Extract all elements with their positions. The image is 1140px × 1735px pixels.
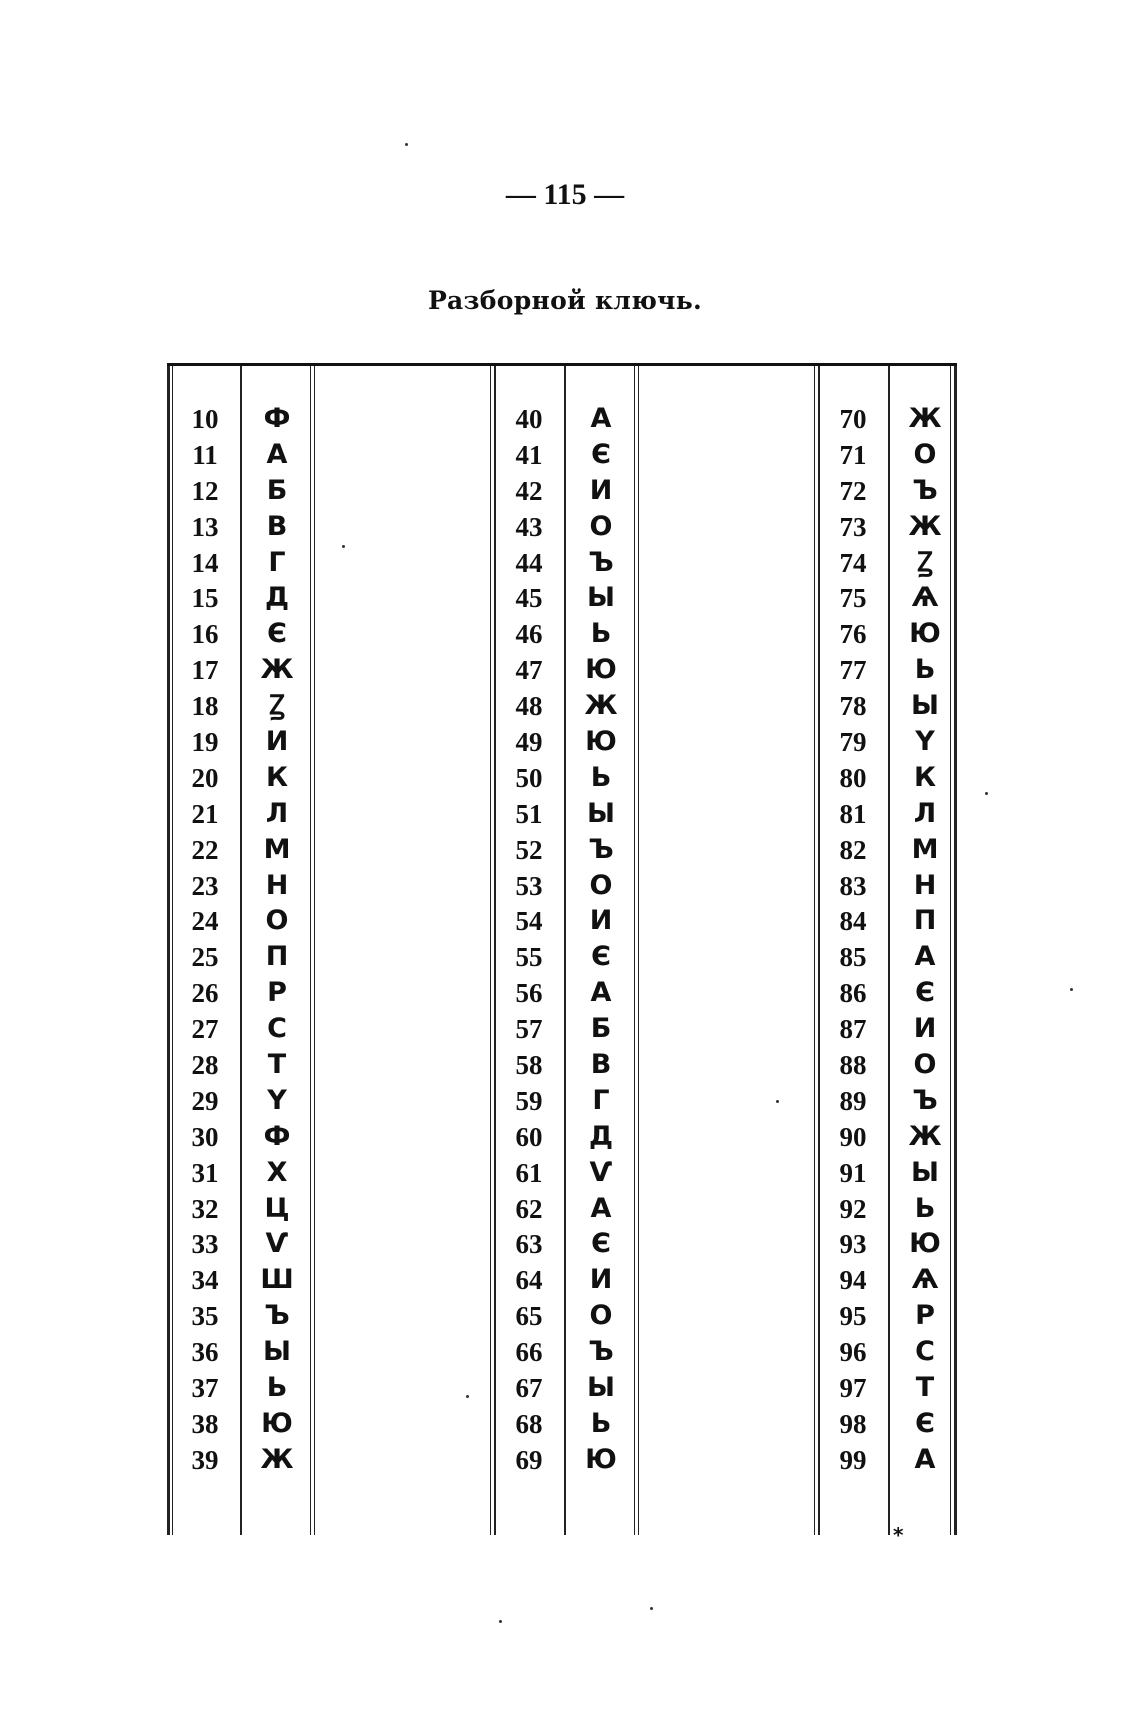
- key-number: 18: [191, 691, 219, 722]
- key-letter: Ю: [585, 654, 617, 686]
- key-number: 31: [191, 1157, 219, 1188]
- key-letter: А: [590, 977, 612, 1009]
- key-letter: О: [589, 869, 613, 901]
- key-letter: Ѵ: [589, 1156, 613, 1188]
- key-letter: Ъ: [912, 1084, 938, 1116]
- key-letter: Є: [591, 941, 611, 973]
- key-letter: Ү: [915, 726, 935, 758]
- key-number: 83: [839, 870, 867, 901]
- key-number: 57: [515, 1014, 543, 1045]
- key-letter: Ю: [261, 1407, 293, 1439]
- key-number: 63: [515, 1229, 543, 1260]
- key-letter: О: [913, 1049, 937, 1081]
- key-number: 45: [515, 583, 543, 614]
- key-letter: Є: [915, 977, 935, 1009]
- key-letter: Ф: [263, 403, 291, 434]
- footnote-asterisk: *: [893, 1523, 904, 1547]
- key-letter: Ш: [260, 1264, 294, 1296]
- key-letter: Ъ: [588, 546, 614, 578]
- key-letter: Т: [915, 1372, 935, 1404]
- key-letter: М: [911, 833, 939, 865]
- key-letter: Ж: [908, 1120, 942, 1152]
- key-number: 55: [515, 942, 543, 973]
- key-number: 37: [191, 1373, 219, 1404]
- key-number: 72: [839, 475, 867, 506]
- key-letter: И: [589, 905, 613, 937]
- key-letter: Д: [264, 582, 290, 614]
- key-number: 17: [191, 655, 219, 686]
- key-number: 73: [839, 511, 867, 542]
- key-letter: К: [913, 761, 937, 793]
- key-number: 19: [191, 727, 219, 758]
- key-letter: А: [914, 1443, 936, 1475]
- key-number: 40: [515, 404, 543, 434]
- column-divider: [490, 366, 491, 1535]
- key-number: 59: [515, 1085, 543, 1116]
- key-number: 76: [839, 619, 867, 650]
- key-letter: Ꙁ: [269, 690, 285, 722]
- key-letter: А: [914, 941, 936, 973]
- key-letter: И: [589, 474, 613, 506]
- key-number: 99: [839, 1444, 867, 1475]
- key-letter: Р: [267, 977, 287, 1009]
- key-number: 12: [191, 475, 219, 506]
- scan-speck: [650, 1607, 653, 1610]
- column-divider: [814, 366, 815, 1535]
- key-number: 61: [515, 1157, 543, 1188]
- key-letter: В: [266, 510, 288, 542]
- key-number: 88: [839, 1050, 867, 1081]
- key-number: 29: [191, 1085, 219, 1116]
- key-number: 47: [515, 655, 543, 686]
- key-letter: П: [265, 941, 289, 973]
- key-number: 67: [515, 1373, 543, 1404]
- key-number: 95: [839, 1301, 867, 1332]
- key-number: 26: [191, 978, 219, 1009]
- key-letter: Ю: [909, 618, 941, 650]
- key-letter: Л: [913, 797, 937, 829]
- key-letter: Ы: [587, 797, 615, 829]
- key-number: 66: [515, 1337, 543, 1368]
- key-letter: С: [915, 1336, 935, 1368]
- key-letter: Ъ: [588, 1336, 614, 1368]
- key-number: 68: [515, 1408, 543, 1439]
- key-number: 10: [191, 404, 219, 434]
- key-number: 75: [839, 583, 867, 614]
- key-letter: Ь: [914, 1192, 936, 1224]
- key-letter: Ц: [264, 1192, 290, 1224]
- key-number: 62: [515, 1193, 543, 1224]
- table-top-rule: [167, 363, 957, 366]
- key-letter: А: [266, 438, 288, 470]
- key-letter: Ѵ: [265, 1228, 289, 1260]
- key-number: 56: [515, 978, 543, 1009]
- scan-speck: [776, 1100, 779, 1103]
- key-number: 43: [515, 511, 543, 542]
- scan-speck: [405, 143, 408, 146]
- key-number: 21: [191, 798, 219, 829]
- key-number: 92: [839, 1193, 867, 1224]
- key-number: 25: [191, 942, 219, 973]
- key-letter: Ж: [260, 1443, 294, 1475]
- key-letter: В: [590, 1049, 612, 1081]
- key-letter: Ж: [908, 510, 942, 542]
- key-letter: Б: [266, 474, 288, 506]
- page-number: — 115 —: [505, 178, 625, 211]
- key-number: 11: [192, 439, 218, 470]
- key-letter: И: [913, 1013, 937, 1045]
- key-letter: И: [265, 726, 289, 758]
- key-number: 78: [839, 691, 867, 722]
- key-number: 84: [839, 906, 867, 937]
- key-number: 23: [191, 870, 219, 901]
- key-letter: Ѧ: [911, 1264, 939, 1296]
- key-number: 79: [839, 727, 867, 758]
- key-number: 22: [191, 834, 219, 865]
- key-number: 33: [191, 1229, 219, 1260]
- key-letter: Ю: [909, 1228, 941, 1260]
- key-letter: Ф: [263, 1120, 291, 1152]
- key-number: 81: [839, 798, 867, 829]
- key-number: 27: [191, 1014, 219, 1045]
- key-number: 89: [839, 1085, 867, 1116]
- key-letter: Ь: [266, 1372, 288, 1404]
- key-number: 91: [839, 1157, 867, 1188]
- page-title: Разборной ключь.: [427, 286, 703, 315]
- key-number: 97: [839, 1373, 867, 1404]
- key-letter: П: [913, 905, 937, 937]
- key-letter: Л: [265, 797, 289, 829]
- key-number: 96: [839, 1337, 867, 1368]
- key-letter: Ь: [590, 1407, 612, 1439]
- key-number: 52: [515, 834, 543, 865]
- key-number: 41: [515, 439, 543, 470]
- key-number: 48: [515, 691, 543, 722]
- key-number: 85: [839, 942, 867, 973]
- key-number: 20: [191, 762, 219, 793]
- key-letter: Ъ: [912, 474, 938, 506]
- key-letter: А: [590, 1192, 612, 1224]
- key-letter: Є: [267, 618, 287, 650]
- key-letter: Г: [268, 546, 286, 578]
- key-letter: Ы: [263, 1336, 291, 1368]
- key-letter: Ү: [267, 1084, 287, 1116]
- key-letter: Ꙁ: [917, 546, 933, 578]
- key-number: 30: [191, 1121, 219, 1152]
- key-letter: Ы: [911, 1156, 939, 1188]
- scan-speck: [466, 1395, 469, 1398]
- key-letter: Є: [591, 438, 611, 470]
- key-number: 36: [191, 1337, 219, 1368]
- column-divider: [314, 366, 315, 1535]
- key-letter: Ы: [587, 1372, 615, 1404]
- key-letter: И: [589, 1264, 613, 1296]
- key-number: 69: [515, 1444, 543, 1475]
- key-letter: Ь: [590, 761, 612, 793]
- key-number: 34: [191, 1265, 219, 1296]
- key-number: 49: [515, 727, 543, 758]
- key-letter: Н: [265, 869, 289, 901]
- key-number: 70: [839, 404, 867, 434]
- key-number: 94: [839, 1265, 867, 1296]
- key-number: 60: [515, 1121, 543, 1152]
- key-number: 15: [191, 583, 219, 614]
- key-number: 90: [839, 1121, 867, 1152]
- key-letter: Ъ: [588, 833, 614, 865]
- key-number: 14: [191, 547, 219, 578]
- key-letter: Р: [915, 1300, 935, 1332]
- key-letter: О: [913, 438, 937, 470]
- key-number: 98: [839, 1408, 867, 1439]
- key-letter: Г: [592, 1084, 610, 1116]
- key-letter: Ѧ: [911, 582, 939, 614]
- key-letter: М: [263, 833, 291, 865]
- key-number: 93: [839, 1229, 867, 1260]
- key-number: 80: [839, 762, 867, 793]
- key-letter: Д: [588, 1120, 614, 1152]
- key-number: 87: [839, 1014, 867, 1045]
- scan-speck: [499, 1620, 502, 1623]
- key-letter: Т: [267, 1049, 287, 1081]
- key-letter: Ю: [585, 726, 617, 758]
- key-number: 24: [191, 906, 219, 937]
- key-number: 71: [839, 439, 867, 470]
- key-letter: О: [589, 1300, 613, 1332]
- key-number: 82: [839, 834, 867, 865]
- key-number: 32: [191, 1193, 219, 1224]
- key-letter: О: [589, 510, 613, 542]
- key-number: 51: [515, 798, 543, 829]
- key-letter: К: [265, 761, 289, 793]
- key-letter: Х: [266, 1156, 288, 1188]
- key-letter: Н: [913, 869, 937, 901]
- key-letter: Ь: [590, 618, 612, 650]
- key-letter: А: [590, 403, 612, 434]
- key-letter: Ж: [584, 690, 618, 722]
- key-number: 38: [191, 1408, 219, 1439]
- key-number: 74: [839, 547, 867, 578]
- cipher-key-table: [167, 363, 957, 1535]
- key-letter: Ь: [914, 654, 936, 686]
- scan-speck: [985, 792, 988, 795]
- key-letter: Ы: [911, 690, 939, 722]
- scan-speck: [342, 545, 345, 548]
- key-letter: Б: [590, 1013, 612, 1045]
- key-number: 39: [191, 1444, 219, 1475]
- key-letter: Ю: [585, 1443, 617, 1475]
- key-number: 50: [515, 762, 543, 793]
- key-letter: С: [267, 1013, 287, 1045]
- key-number: 86: [839, 978, 867, 1009]
- scan-speck: [1070, 988, 1073, 991]
- key-number: 58: [515, 1050, 543, 1081]
- key-number: 35: [191, 1301, 219, 1332]
- key-number: 54: [515, 906, 543, 937]
- key-letter: Є: [591, 1228, 611, 1260]
- key-number: 44: [515, 547, 543, 578]
- key-number: 42: [515, 475, 543, 506]
- key-letter: Ж: [908, 403, 942, 434]
- key-number: 77: [839, 655, 867, 686]
- key-number: 53: [515, 870, 543, 901]
- key-letter: О: [265, 905, 289, 937]
- key-letter: Є: [915, 1407, 935, 1439]
- key-letter: Ъ: [264, 1300, 290, 1332]
- key-number: 64: [515, 1265, 543, 1296]
- key-number: 16: [191, 619, 219, 650]
- key-letter: Ж: [260, 654, 294, 686]
- key-number: 28: [191, 1050, 219, 1081]
- key-number: 13: [191, 511, 219, 542]
- key-number: 46: [515, 619, 543, 650]
- key-letter: Ы: [587, 582, 615, 614]
- column-divider: [638, 366, 639, 1535]
- key-number: 65: [515, 1301, 543, 1332]
